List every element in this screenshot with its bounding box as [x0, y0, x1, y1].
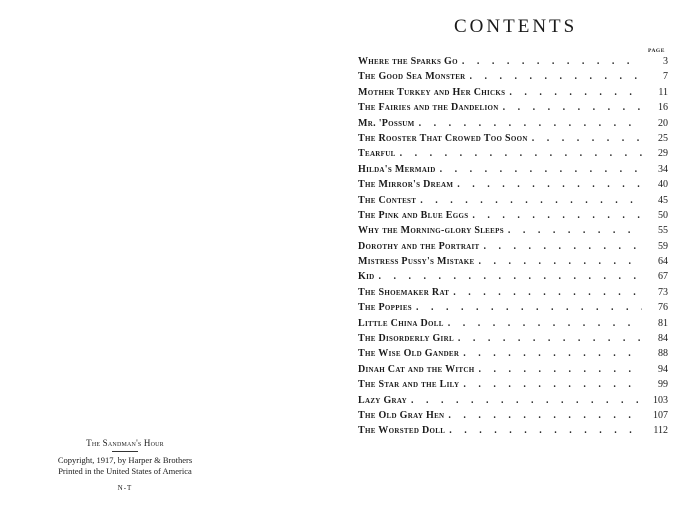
- dot-leader: [453, 285, 642, 300]
- toc-entry: [358, 146, 668, 161]
- toc-entry-page: 81: [658, 317, 668, 329]
- toc-entry: [358, 193, 668, 208]
- dot-leader: [479, 254, 643, 269]
- toc-entry-title: The Mirror's Dream: [358, 179, 454, 191]
- toc-entry-title: The Star and the Lily: [358, 379, 460, 391]
- toc-entry-title: The Poppies: [358, 302, 412, 314]
- dot-leader: [472, 208, 642, 223]
- toc-entry-title: Why the Morning-glory Sleeps: [358, 225, 504, 237]
- toc-entry-page: 107: [653, 409, 668, 421]
- dot-leader: [411, 393, 642, 408]
- dot-leader: [463, 346, 642, 361]
- dot-leader: [509, 85, 642, 100]
- table-of-contents: [358, 54, 668, 439]
- toc-entry: [358, 54, 668, 69]
- toc-entry-page: 16: [658, 102, 668, 114]
- toc-entry-title: Kid: [358, 271, 375, 283]
- dot-leader: [463, 377, 642, 392]
- dot-leader: [457, 177, 642, 192]
- dot-leader: [448, 408, 642, 423]
- toc-entry-page: 88: [658, 348, 668, 360]
- toc-entry-page: 64: [658, 256, 668, 268]
- toc-entry-title: Tearful: [358, 148, 396, 160]
- dot-leader: [470, 69, 642, 84]
- toc-entry: [358, 300, 668, 315]
- toc-entry-page: 45: [658, 194, 668, 206]
- toc-entry: [358, 393, 668, 408]
- dot-leader: [462, 54, 642, 69]
- toc-entry-title: Dinah Cat and the Witch: [358, 363, 475, 375]
- toc-entry-page: 84: [658, 333, 668, 345]
- imprint-book-title: The Sandman's Hour: [86, 438, 164, 448]
- toc-entry-title: Little China Doll: [358, 317, 444, 329]
- dot-leader: [532, 131, 642, 146]
- toc-entry: [358, 162, 668, 177]
- toc-entry: [358, 408, 668, 423]
- copyright-page: [0, 0, 340, 506]
- toc-entry: [358, 316, 668, 331]
- dot-leader: [416, 300, 642, 315]
- toc-entry-page: 59: [658, 240, 668, 252]
- toc-entry: [358, 377, 668, 392]
- dot-leader: [440, 162, 642, 177]
- toc-entry: [358, 285, 668, 300]
- toc-entry-title: The Wise Old Gander: [358, 348, 460, 360]
- imprint-block: [10, 438, 240, 492]
- toc-entry-title: Dorothy and the Portrait: [358, 240, 480, 252]
- toc-entry-title: Mr. 'Possum: [358, 117, 415, 129]
- toc-entry-page: 34: [658, 163, 668, 175]
- toc-entry: [358, 254, 668, 269]
- toc-entry-title: Mother Turkey and Her Chicks: [358, 86, 506, 98]
- toc-entry-page: 11: [658, 86, 668, 98]
- dot-leader: [458, 331, 642, 346]
- toc-entry-title: The Worsted Doll: [358, 425, 446, 437]
- page-column-label: PAGE: [648, 48, 665, 54]
- toc-entry-page: 25: [658, 132, 668, 144]
- toc-entry-title: The Old Gray Hen: [358, 409, 445, 421]
- toc-entry-page: 73: [658, 286, 668, 298]
- toc-entry-page: 94: [658, 363, 668, 375]
- dot-leader: [503, 100, 642, 115]
- toc-entry-page: 55: [658, 225, 668, 237]
- toc-entry-page: 103: [653, 394, 668, 406]
- dot-leader: [449, 423, 642, 438]
- toc-entry-title: The Shoemaker Rat: [358, 286, 450, 298]
- toc-entry-page: 29: [658, 148, 668, 160]
- toc-entry-page: 76: [658, 302, 668, 314]
- toc-entry-page: 7: [663, 71, 668, 83]
- toc-entry-page: 67: [658, 271, 668, 283]
- dot-leader: [479, 362, 643, 377]
- dot-leader: [419, 116, 642, 131]
- toc-entry-title: Lazy Gray: [358, 394, 407, 406]
- toc-entry: [358, 423, 668, 438]
- toc-entry-page: 3: [663, 56, 668, 67]
- toc-entry-page: 40: [658, 179, 668, 191]
- contents-heading: CONTENTS: [454, 16, 578, 37]
- contents-page: [340, 0, 682, 506]
- toc-entry: [358, 116, 668, 131]
- toc-entry: [358, 362, 668, 377]
- dot-leader: [484, 239, 642, 254]
- toc-entry: [358, 131, 668, 146]
- imprint-rule: [112, 451, 138, 452]
- toc-entry: [358, 69, 668, 84]
- toc-entry: [358, 269, 668, 284]
- toc-entry: [358, 85, 668, 100]
- printed-line: Printed in the United States of America: [58, 466, 192, 476]
- toc-entry-title: The Fairies and the Dandelion: [358, 102, 499, 114]
- dot-leader: [420, 193, 642, 208]
- toc-entry-page: 20: [658, 117, 668, 129]
- toc-entry: [358, 100, 668, 115]
- dot-leader: [400, 146, 642, 161]
- toc-entry: [358, 223, 668, 238]
- copyright-line: Copyright, 1917, by Harper & Brothers: [57, 455, 193, 465]
- toc-entry-title: Hilda's Mermaid: [358, 163, 436, 175]
- toc-entry-page: 50: [658, 209, 668, 221]
- toc-entry-title: The Disorderly Girl: [358, 333, 454, 345]
- toc-entry-page: 99: [658, 379, 668, 391]
- dot-leader: [448, 316, 642, 331]
- dot-leader: [508, 223, 642, 238]
- toc-entry-title: The Good Sea Monster: [358, 71, 466, 83]
- toc-entry: [358, 346, 668, 361]
- toc-entry: [358, 331, 668, 346]
- toc-entry: [358, 177, 668, 192]
- toc-entry: [358, 208, 668, 223]
- toc-entry-title: Mistress Pussy's Mistake: [358, 256, 475, 268]
- toc-entry-title: Where the Sparks Go: [358, 56, 458, 67]
- printer-mark: N-T: [117, 484, 133, 492]
- dot-leader: [378, 269, 642, 284]
- toc-entry-title: The Contest: [358, 194, 417, 206]
- toc-entry-page: 112: [653, 425, 668, 437]
- toc-entry-title: The Pink and Blue Eggs: [358, 209, 469, 221]
- toc-entry: [358, 239, 668, 254]
- toc-entry-title: The Rooster That Crowed Too Soon: [358, 132, 528, 144]
